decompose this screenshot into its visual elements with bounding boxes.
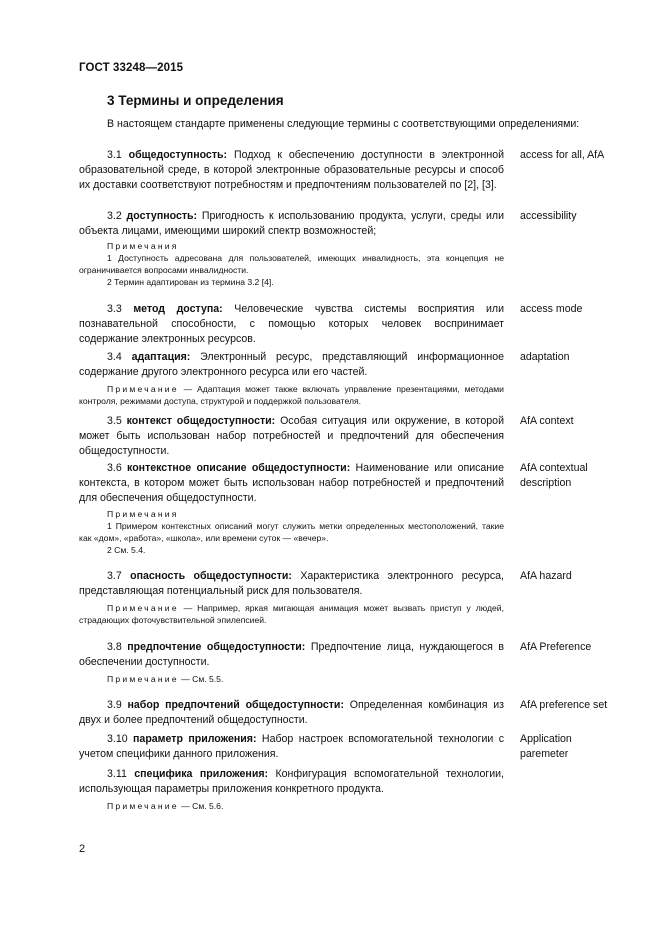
term-definition: Наименование или описание контекста, в котором может быть использован набор потребностей и предпочтений для обеспечения общедоступности. — [79, 462, 504, 504]
note-item: 1 Доступность адресована для пользователей, имеющих инвалидность, эта концепция не ограничивается вопросами инвалидности. — [79, 253, 504, 275]
term-number: 3.4 — [107, 351, 122, 363]
note-heading: Примечание — [107, 674, 179, 684]
term-number: 3.6 — [107, 462, 122, 474]
term-3-3 — [79, 302, 504, 347]
term-3-4 — [79, 350, 504, 380]
note-3-4 — [79, 383, 504, 407]
term-en-3-10: Application paremeter — [520, 733, 572, 760]
term-3-2 — [79, 209, 504, 239]
term-number: 3.11 — [107, 768, 127, 780]
section-intro: В настоящем стандарте применены следующие термины с соответствующими определениями: — [107, 118, 580, 130]
term-number: 3.10 — [107, 733, 128, 745]
term-name: общедоступность: — [128, 149, 228, 161]
term-definition: Пригодность к использованию продукта, услуги, среды или объекта лицами, имеющими широкий спектр возможностей; — [79, 210, 504, 237]
term-definition: Конфигурация вспомогательной технологии, использующая параметры приложения конкретного продукта. — [79, 768, 504, 795]
term-en-3-9: AfA preference set — [520, 699, 608, 711]
term-3-5 — [79, 414, 504, 459]
note-heading: Примечание — [107, 603, 179, 613]
term-en-3-7: AfA hazard — [520, 570, 572, 582]
note-heading: Примечание — [107, 384, 179, 394]
term-en-3-8: AfA Preference — [520, 641, 592, 653]
term-definition: Человеческие чувства системы восприятия или познавательной способности, с помощью которых человек воспринимает содержание электронных ресурсов. — [79, 303, 504, 345]
term-3-9 — [79, 698, 504, 728]
term-name: адаптация: — [131, 351, 191, 363]
term-3-7 — [79, 569, 504, 599]
note-3-2 — [79, 240, 504, 288]
term-en-3-4: adaptation — [520, 351, 570, 363]
term-3-11 — [79, 767, 504, 797]
term-en-3-3: access mode — [520, 303, 583, 315]
term-en-3-6: AfA contextual description — [520, 462, 588, 489]
term-3-1 — [79, 148, 504, 193]
term-name: контекстное описание общедоступности: — [127, 462, 351, 474]
term-3-8 — [79, 640, 504, 670]
note-heading: Примечания — [107, 241, 179, 251]
note-3-8 — [79, 673, 504, 685]
note-heading: Примечания — [107, 509, 179, 519]
term-number: 3.7 — [107, 570, 122, 582]
section-title: 3 Термины и определения — [107, 93, 284, 108]
note-text: — См. 5.6. — [178, 801, 224, 811]
note-text: — Например, яркая мигающая анимация может вызвать приступ у людей, страдающих фоточувствительной эпилепсией. — [79, 603, 504, 625]
term-name: предпочтение общедоступности: — [127, 641, 306, 653]
page-number: 2 — [79, 843, 86, 855]
term-definition: Предпочтение лица, нуждающегося в обеспечении доступности. — [79, 641, 504, 668]
term-number: 3.2 — [107, 210, 122, 222]
term-name: контекст общедоступности: — [126, 415, 276, 427]
term-3-6 — [79, 461, 504, 506]
term-number: 3.8 — [107, 641, 122, 653]
term-number: 3.5 — [107, 415, 122, 427]
note-3-11 — [79, 800, 504, 812]
term-name: специфика приложения: — [134, 768, 269, 780]
term-number: 3.1 — [107, 149, 122, 161]
note-heading: Примечание — [107, 801, 179, 811]
term-definition: Электронный ресурс, представляющий информационное содержание другого электронного ресурса или его частей. — [79, 351, 504, 378]
term-name: опасность общедоступности: — [130, 570, 292, 582]
term-name: доступность: — [126, 210, 198, 222]
term-number: 3.3 — [107, 303, 122, 315]
term-en-3-2: accessibility — [520, 210, 577, 222]
term-3-10 — [79, 732, 504, 762]
term-definition: Особая ситуация или окружение, в которой может быть использован набор потребностей и предпочтений для обеспечения общедоступности. — [79, 415, 504, 457]
term-name: параметр приложения: — [133, 733, 257, 745]
term-en-3-5: AfA context — [520, 415, 574, 427]
note-3-7 — [79, 602, 504, 626]
term-definition: Набор настроек вспомогательной технологии с учетом специфики данного приложения. — [79, 733, 505, 760]
term-definition: Подход к обеспечению доступности в электронной образовательной среде, в которой электронные образовательные ресурсы и способ их доставки соответствуют потребностям и предпочтениям пользователей по [2], [3]. — [79, 149, 504, 191]
standard-header: ГОСТ 33248—2015 — [79, 62, 184, 74]
term-en-3-1: access for all, AfA — [520, 149, 605, 161]
note-item: 1 Примером контекстных описаний могут служить метки определенных местоположений, такие как «дом», «работа», «школа», или времени суток — «вечер». — [79, 521, 504, 543]
term-definition: Характеристика электронного ресурса, представляющая потенциальный риск для пользователя. — [79, 570, 504, 597]
term-name: набор предпочтений общедоступности: — [127, 699, 344, 711]
note-text: — См. 5.5. — [178, 674, 224, 684]
term-name: метод доступа: — [133, 303, 223, 315]
note-3-6 — [79, 508, 504, 556]
note-item: 2 Термин адаптирован из термина 3.2 [4]. — [107, 277, 274, 287]
term-number: 3.9 — [107, 699, 122, 711]
note-text: — Адаптация может также включать управление презентациями, методами контроля, режимами доступа, структурой и поддержкой пользователя. — [79, 384, 504, 406]
note-item: 2 См. 5.4. — [107, 545, 146, 555]
term-definition: Определенная комбинация из двух и более предпочтений общедоступности. — [79, 699, 504, 726]
